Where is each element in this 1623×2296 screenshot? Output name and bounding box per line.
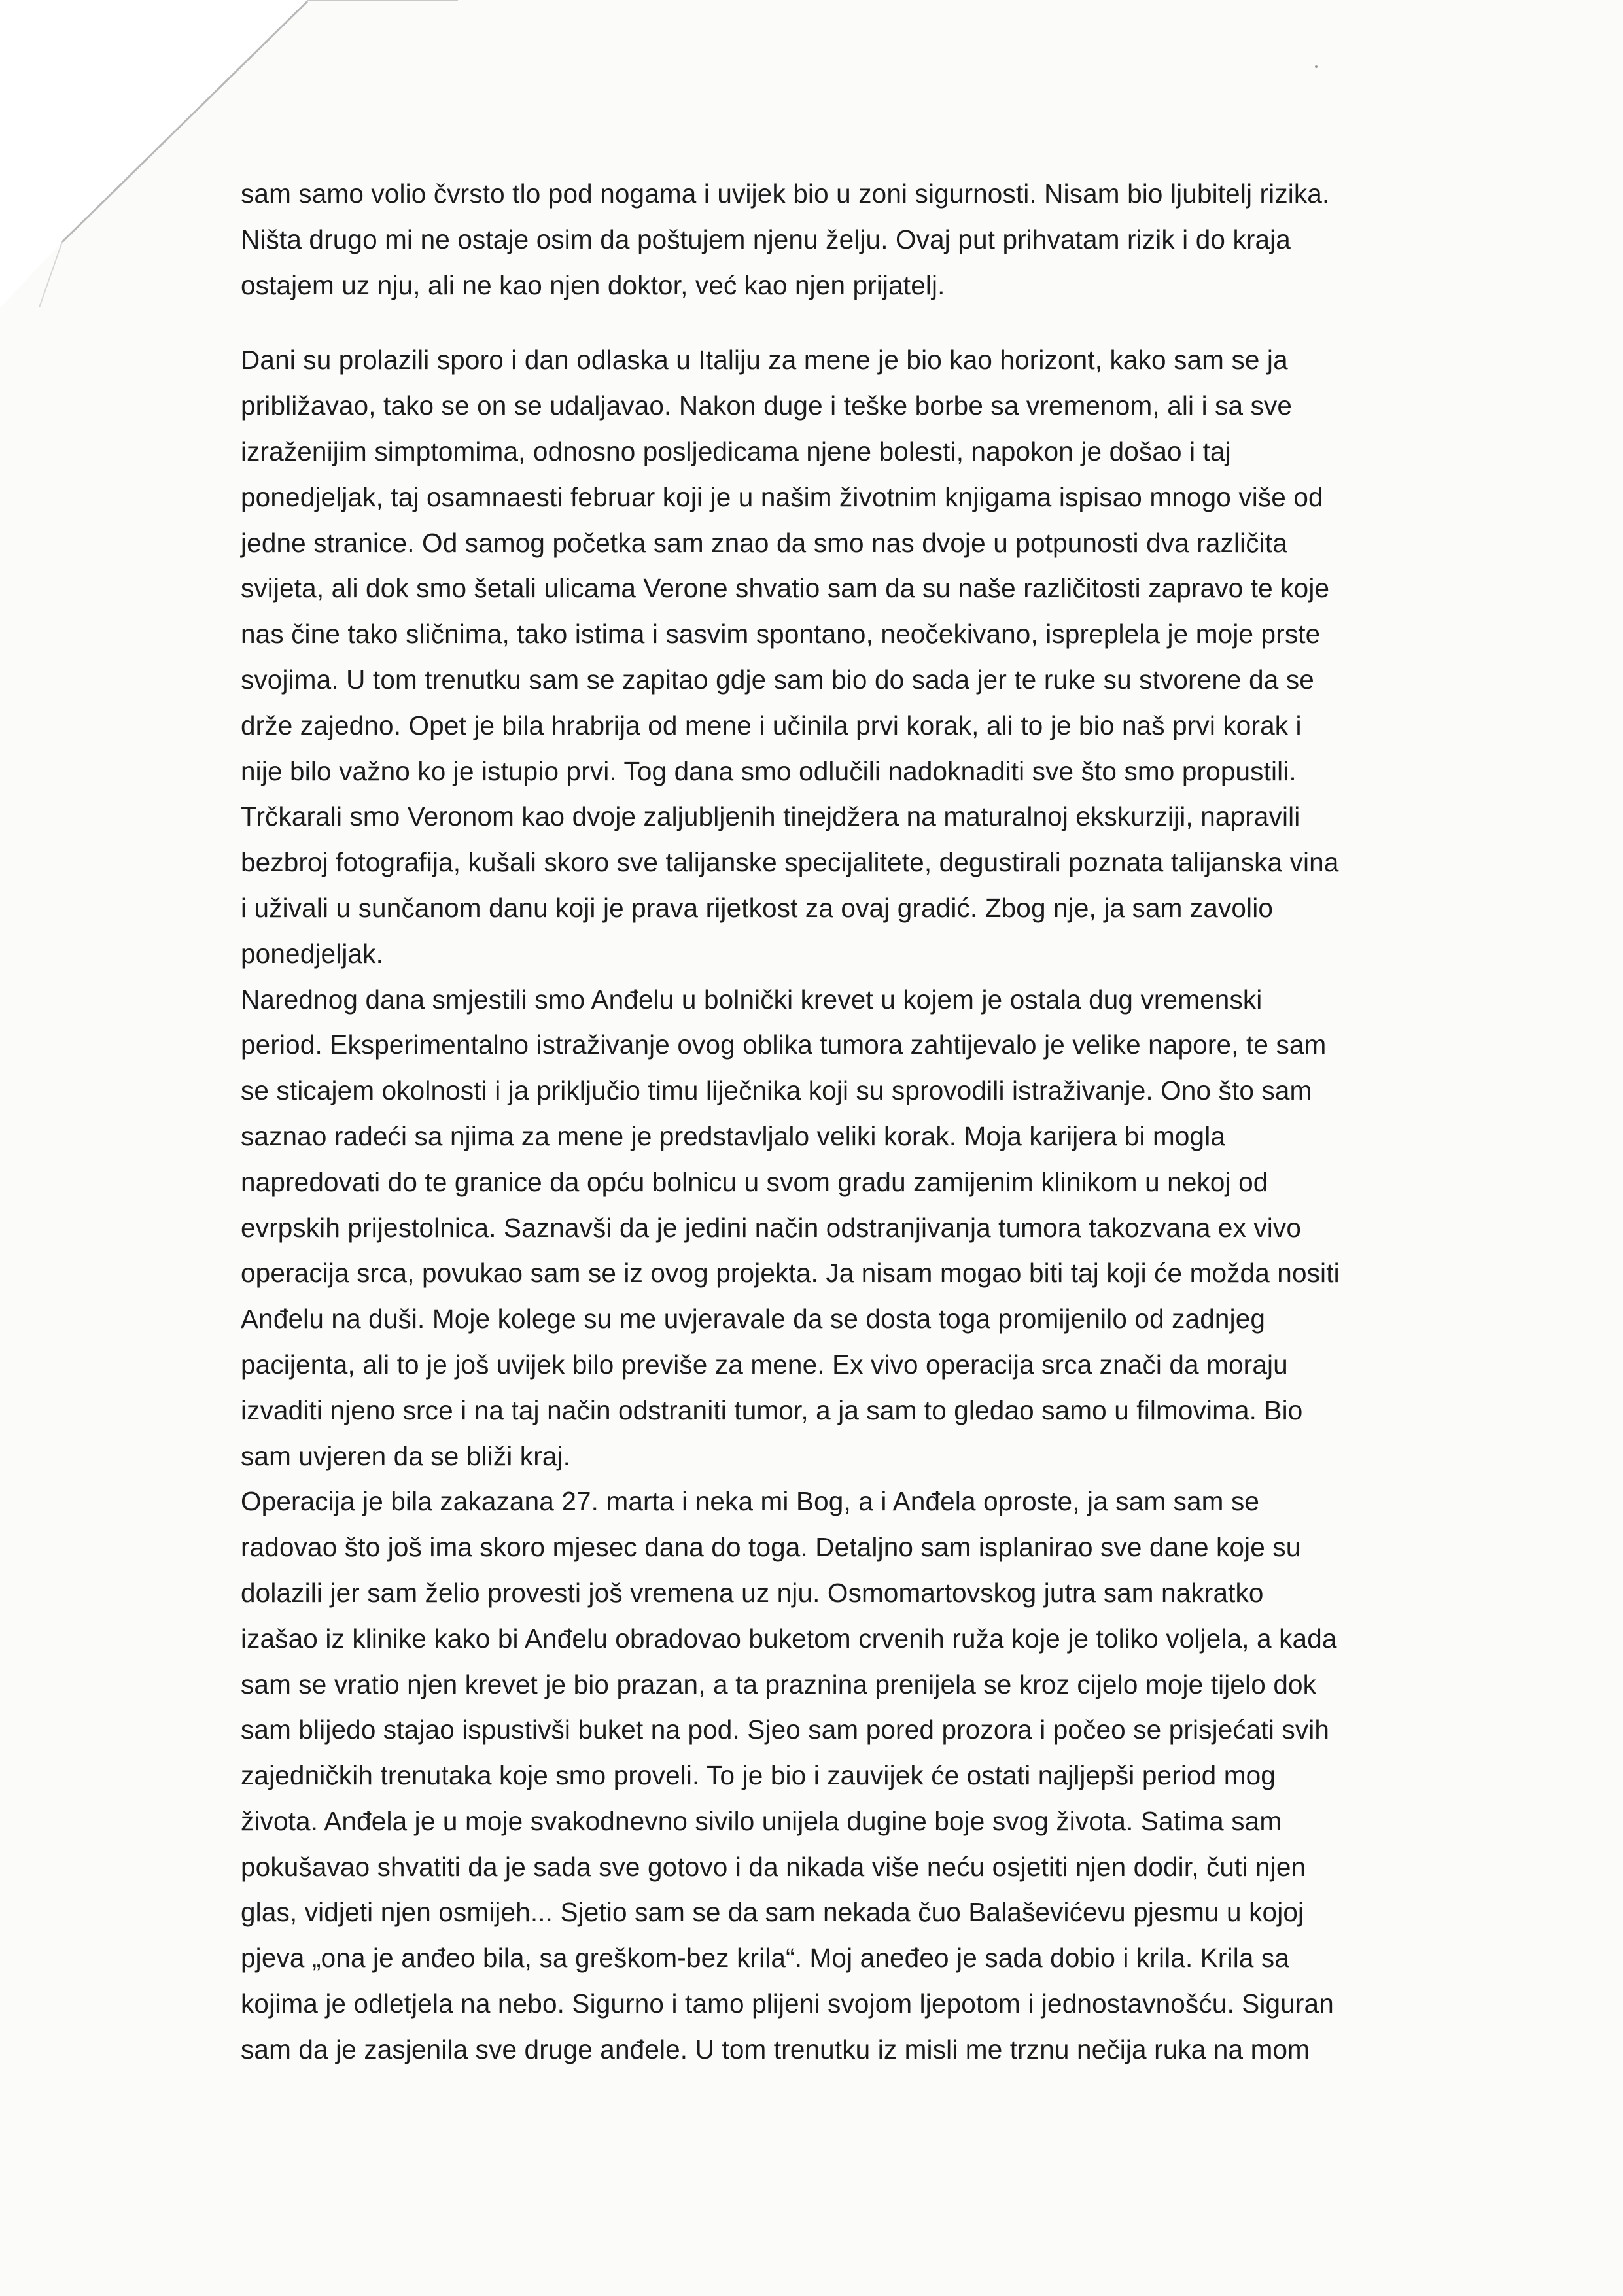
text-line: saznao radeći sa njima za mene je predstavljalo veliki korak. Moja karijera bi mogla [241, 1121, 1226, 1151]
text-line: i uživali u sunčanom danu koji je prava rijetkost za ovaj gradić. Zbog nje, ja sam zavolio [241, 892, 1274, 923]
text-line: sam uvjeren da se bliži kraj. [241, 1440, 571, 1471]
scan-speck [1315, 65, 1318, 68]
text-line: bezbroj fotografija, kušali skoro sve talijanske specijalitete, degustirali poznata talijanska vina [241, 847, 1339, 878]
text-line: ostajem uz nju, ali ne kao njen doktor, već kao njen prijatelj. [241, 270, 945, 300]
text-line: izašao iz klinike kako bi Anđelu obradovao buketom crvenih ruža koje je toliko voljela, a kada [241, 1623, 1337, 1654]
text-line: života. Anđela je u moje svakodnevno sivilo unijela dugine boje svog života. Satima sam [241, 1805, 1282, 1836]
text-line: dolazili jer sam želio provesti još vremena uz nju. Osmomartovskog jutra sam nakratko [241, 1577, 1264, 1608]
paragraph-gap [241, 308, 1497, 338]
text-line: napredovati do te granice da opću bolnicu u svom gradu zamijenim klinikom u nekoj od [241, 1166, 1268, 1197]
text-line: sam samo volio čvrsto tlo pod nogama i uvijek bio u zoni sigurnosti. Nisam bio ljubitelj rizika. [241, 179, 1330, 209]
text-line: operacija srca, povukao sam se iz ovog projekta. Ja nisam mogao biti taj koji će možda nositi [241, 1258, 1340, 1289]
text-line: Trčkarali smo Veronom kao dvoje zaljubljenih tinejdžera na maturalnoj ekskurziji, napravili [241, 801, 1300, 832]
text-line: Dani su prolazili sporo i dan odlaska u Italiju za mene je bio kao horizont, kako sam se ja [241, 345, 1288, 375]
text-line: sam da je zasjenila sve druge anđele. U tom trenutku iz misli me trznu nečija ruka na mom [241, 2034, 1310, 2064]
text-line: radovao što još ima skoro mjesec dana do toga. Detaljno sam isplanirao sve dane koje su [241, 1532, 1301, 1563]
text-line: pjeva „ona je anđeo bila, sa greškom-bez krila“. Moj aneđeo je sada dobio i krila. Krila sa [241, 1943, 1289, 1974]
text-line: nije bilo važno ko je istupio prvi. Tog dana smo odlučili nadoknaditi sve što smo propustili. [241, 756, 1297, 786]
text-line: nas čine tako sličnima, tako istima i sasvim spontano, neočekivano, ispreplela je moje prste [241, 619, 1321, 650]
text-line: približavao, tako se on se udaljavao. Nakon duge i teške borbe sa vremenom, ali i sa sve [241, 391, 1293, 421]
text-line: ponedjeljak. [241, 938, 383, 969]
text-line: sam blijedo stajao ispustivši buket na pod. Sjeo sam pored prozora i počeo se prisjećati svih [241, 1714, 1330, 1745]
text-line: evrpskih prijestolnica. Saznavši da je jedini način odstranjivanja tumora takozvana ex vivo [241, 1212, 1301, 1243]
text-line: izraženijim simptomima, odnosno posljedicama njene bolesti, napokon je došao i taj [241, 436, 1231, 466]
text-line: Operacija je bila zakazana 27. marta i neka mi Bog, a i Anđela oproste, ja sam sam se [241, 1486, 1260, 1517]
text-line: Narednog dana smjestili smo Anđelu u bolnički krevet u kojem je ostala dug vremenski [241, 984, 1263, 1015]
text-line: izvaditi njeno srce i na taj način odstraniti tumor, a ja sam to gledao samo u filmovima. Bio [241, 1395, 1303, 1425]
text-line: drže zajedno. Opet je bila hrabrija od mene i učinila prvi korak, ali to je bio naš prvi korak i [241, 710, 1302, 740]
text-line: se sticajem okolnosti i ja priključio timu liječnika koji su sprovodili istraživanje. Ono što sam [241, 1075, 1312, 1106]
text-line: glas, vidjeti njen osmijeh... Sjetio sam se da sam nekada čuo Balaševićevu pjesmu u kojoj [241, 1897, 1304, 1928]
document-body [241, 171, 1497, 2073]
text-line: jedne stranice. Od samog početka sam znao da smo nas dvoje u potpunosti dva različita [241, 527, 1287, 558]
text-line: kojima je odletjela na nebo. Sigurno i tamo plijeni svojom ljepotom i jednostavnošću. Siguran [241, 1989, 1334, 2019]
text-line: Ništa drugo mi ne ostaje osim da poštujem njenu želju. Ovaj put prihvatam rizik i do kraja [241, 224, 1291, 254]
text-line: svijeta, ali dok smo šetali ulicama Verone shvatio sam da su naše različitosti zapravo te koje [241, 573, 1330, 604]
text-line: zajedničkih trenutaka koje smo proveli. To je bio i zauvijek će ostati najljepši period mog [241, 1760, 1276, 1791]
text-line: ponedjeljak, taj osamnaesti februar koji je u našim životnim knjigama ispisao mnogo više od [241, 481, 1323, 512]
text-line: pokušavao shvatiti da je sada sve gotovo i da nikada više neću osjetiti njen dodir, čuti njen [241, 1851, 1306, 1882]
text-line: svojima. U tom trenutku sam se zapitao gdje sam bio do sada jer te ruke su stvorene da se [241, 664, 1314, 695]
text-line: period. Eksperimentalno istraživanje ovog oblika tumora zahtijevalo je velike napore, te sam [241, 1030, 1327, 1060]
text-line: sam se vratio njen krevet je bio prazan, a ta praznina prenijela se kroz cijelo moje tijelo dok [241, 1669, 1317, 1699]
text-line: Anđelu na duši. Moje kolege su me uvjeravale da se dosta toga promijenilo od zadnjeg [241, 1304, 1266, 1334]
text-line: pacijenta, ali to je još uvijek bilo previše za mene. Ex vivo operacija srca znači da moraju [241, 1349, 1288, 1380]
